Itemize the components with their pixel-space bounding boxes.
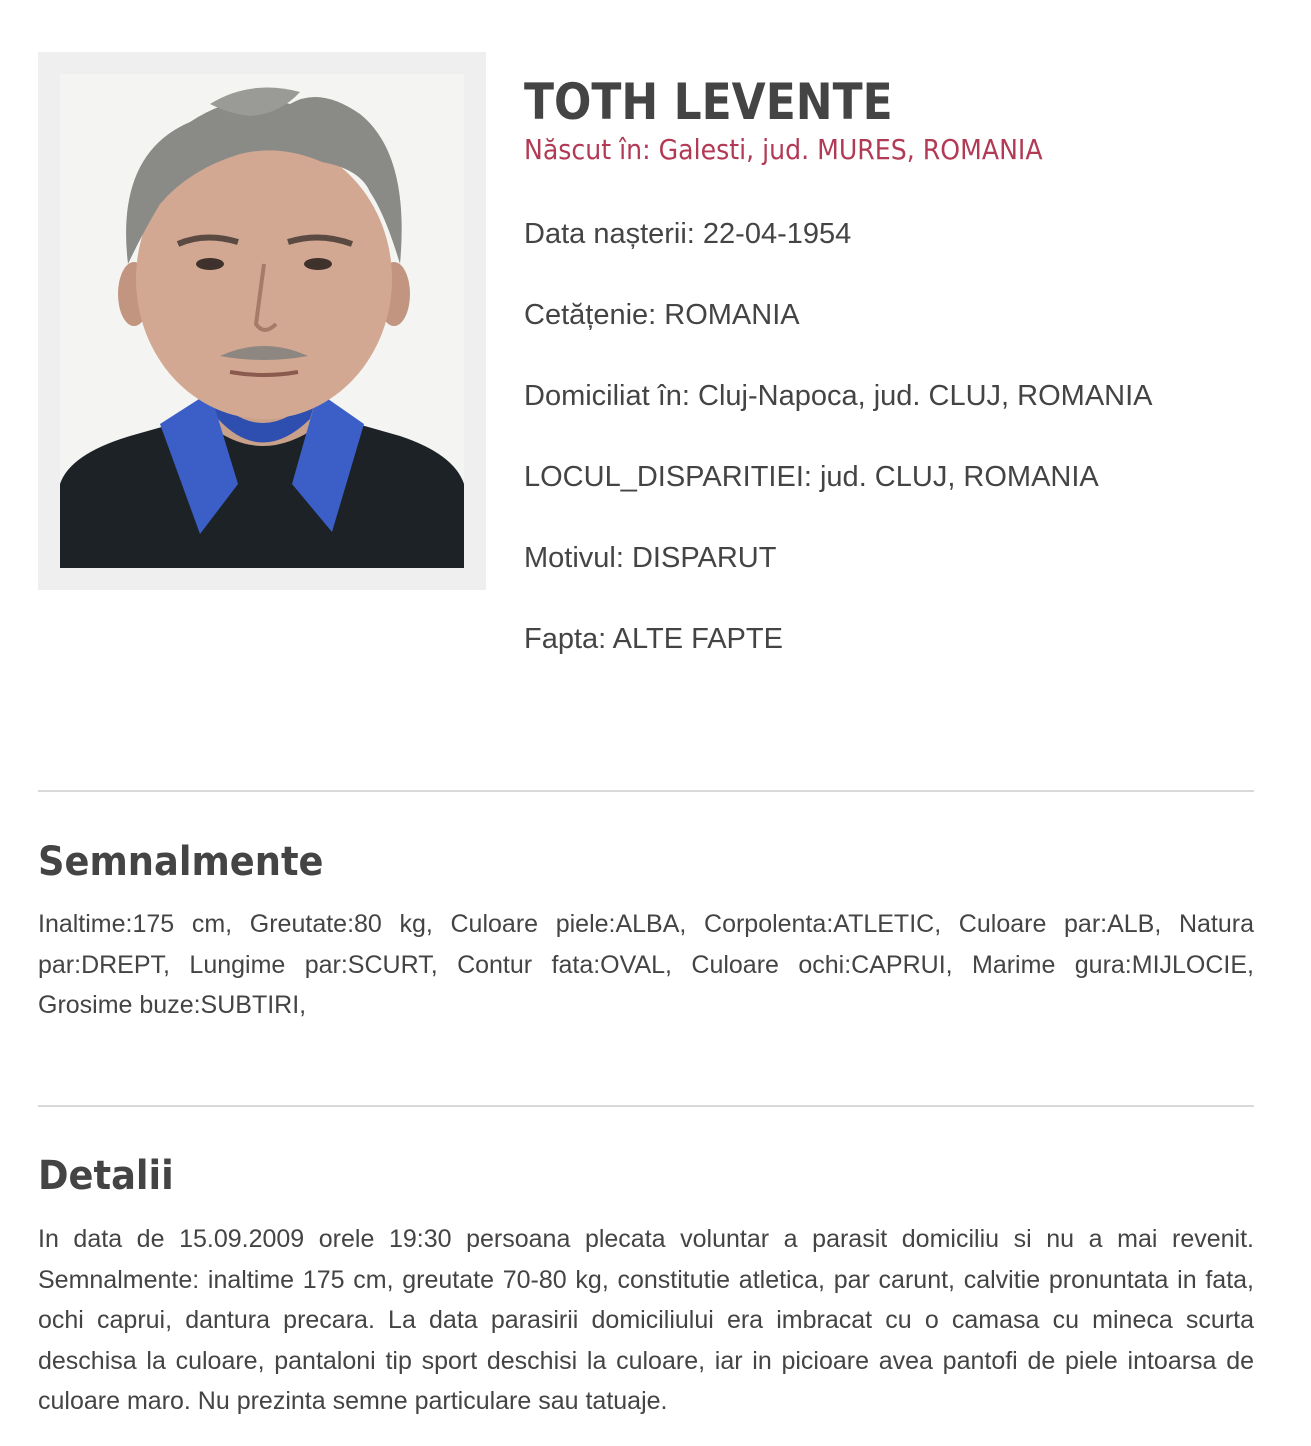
photo-frame — [38, 52, 486, 590]
field-disappearance-place: LOCUL_DISPARITIEI: jud. CLUJ, ROMANIA — [524, 461, 1099, 493]
person-photo — [60, 74, 464, 568]
detalii-title: Detalii — [38, 1153, 174, 1199]
field-offense: Fapta: ALTE FAPTE — [524, 623, 783, 655]
person-fields — [524, 217, 1254, 703]
semnalmente-text: Inaltime:175 cm, Greutate:80 kg, Culoare piele:ALBA, Corpolenta:ATLETIC, Culoare par:ALB, Natura par:DREPT, Lungime par:SCURT, Contur fata:OVAL, Culoare ochi:CAPRUI, Marime gura:MIJLOCIE, Grosime buze:SUBTIRI, — [38, 910, 1254, 1019]
field-citizenship: Cetățenie: ROMANIA — [524, 299, 800, 331]
portrait-image — [60, 74, 464, 568]
divider — [38, 1105, 1254, 1107]
semnalmente-title: Semnalmente — [38, 839, 324, 885]
detalii-text: In data de 15.09.2009 orele 19:30 persoana plecata voluntar a parasit domiciliu si nu a mai revenit. Semnalmente: inaltime 175 cm, greutate 70-80 kg, constitutie atletica, par carunt, calvitie pronuntata in fata, ochi caprui, dantura precara. La data parasirii domiciliului era imbracat cu o camasa cu mineca scurta deschisa la culoare, pantaloni tip sport deschisi la culoare, iar in picioare avea pantofi de piele intoarsa de culoare maro. Nu prezinta semne particulare sau tatuaje. — [38, 1225, 1254, 1415]
person-info — [524, 72, 1254, 703]
field-domicile: Domiciliat în: Cluj-Napoca, jud. CLUJ, ROMANIA — [524, 380, 1153, 412]
person-name: TOTH LEVENTE — [524, 73, 893, 131]
birth-place: Născut în: Galesti, jud. MURES, ROMANIA — [524, 133, 1043, 166]
field-birth-date: Data nașterii: 22-04-1954 — [524, 218, 852, 250]
field-reason: Motivul: DISPARUT — [524, 542, 777, 574]
divider — [38, 790, 1254, 792]
profile-header — [38, 52, 1254, 752]
